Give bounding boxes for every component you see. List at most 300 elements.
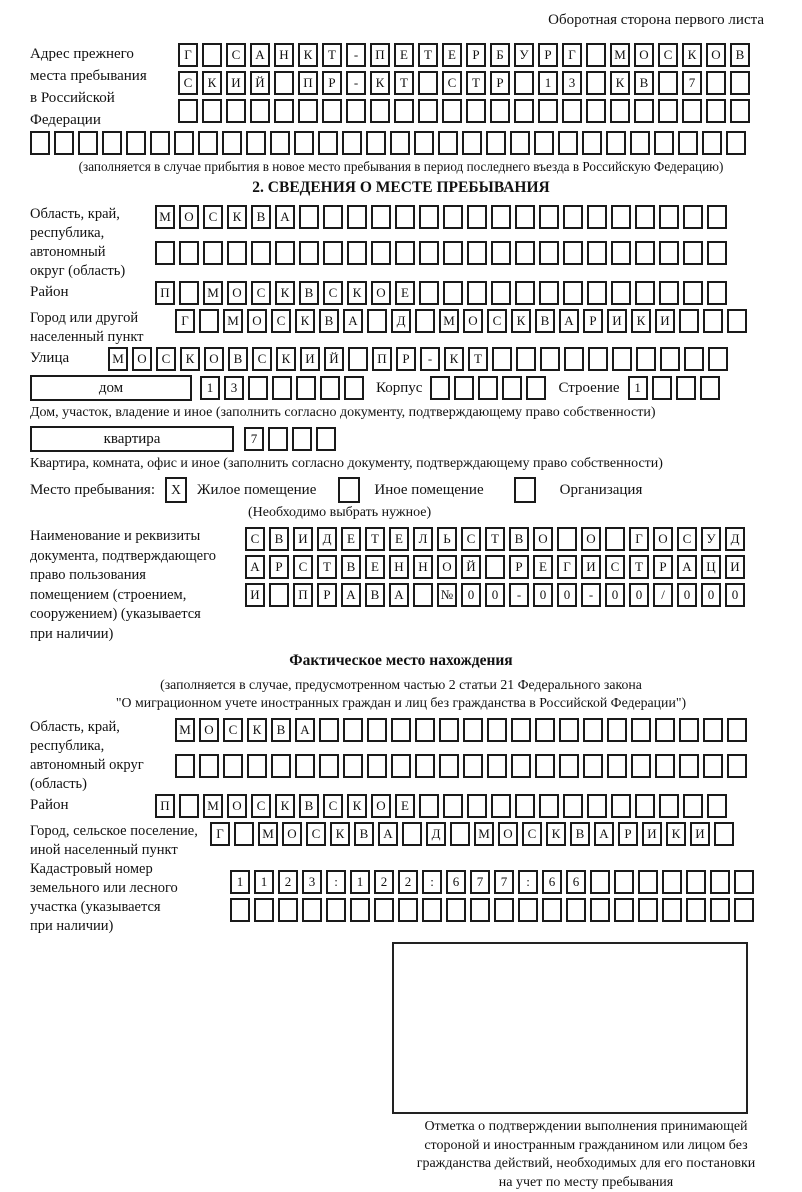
char-cell[interactable] bbox=[700, 376, 720, 400]
char-cell[interactable] bbox=[563, 205, 583, 229]
char-cell[interactable] bbox=[443, 281, 463, 305]
char-cell[interactable]: И bbox=[642, 822, 662, 846]
char-cell[interactable]: А bbox=[389, 583, 409, 607]
char-cell[interactable]: К bbox=[546, 822, 566, 846]
char-cell[interactable]: Р bbox=[396, 347, 416, 371]
char-cell[interactable] bbox=[390, 131, 410, 155]
char-cell[interactable]: Т bbox=[317, 555, 337, 579]
char-cell[interactable] bbox=[516, 347, 536, 371]
char-cell[interactable] bbox=[658, 71, 678, 95]
char-cell[interactable]: И bbox=[226, 71, 246, 95]
char-cell[interactable] bbox=[539, 794, 559, 818]
char-cell[interactable]: В bbox=[365, 583, 385, 607]
char-cell[interactable]: К bbox=[330, 822, 350, 846]
char-cell[interactable] bbox=[559, 718, 579, 742]
char-cell[interactable] bbox=[318, 131, 338, 155]
char-cell[interactable] bbox=[418, 71, 438, 95]
char-cell[interactable]: В bbox=[509, 527, 529, 551]
char-cell[interactable] bbox=[322, 99, 342, 123]
char-cell[interactable] bbox=[466, 99, 486, 123]
char-cell[interactable] bbox=[662, 870, 682, 894]
char-cell[interactable] bbox=[655, 718, 675, 742]
char-cell[interactable] bbox=[485, 555, 505, 579]
char-cell[interactable] bbox=[659, 205, 679, 229]
char-cell[interactable] bbox=[655, 754, 675, 778]
char-cell[interactable]: К bbox=[275, 794, 295, 818]
char-cell[interactable] bbox=[563, 241, 583, 265]
char-cell[interactable] bbox=[707, 281, 727, 305]
char-cell[interactable] bbox=[587, 794, 607, 818]
char-cell[interactable]: Д bbox=[725, 527, 745, 551]
char-cell[interactable]: 0 bbox=[485, 583, 505, 607]
char-cell[interactable] bbox=[710, 898, 730, 922]
char-cell[interactable]: В bbox=[269, 527, 289, 551]
char-cell[interactable]: Н bbox=[389, 555, 409, 579]
char-cell[interactable]: Н bbox=[274, 43, 294, 67]
char-cell[interactable]: Е bbox=[365, 555, 385, 579]
char-cell[interactable] bbox=[202, 43, 222, 67]
char-cell[interactable] bbox=[348, 347, 368, 371]
char-cell[interactable]: : bbox=[518, 870, 538, 894]
char-cell[interactable]: С bbox=[252, 347, 272, 371]
char-cell[interactable] bbox=[586, 99, 606, 123]
actual-region-row-1[interactable] bbox=[175, 718, 751, 742]
char-cell[interactable] bbox=[590, 898, 610, 922]
char-cell[interactable]: 0 bbox=[557, 583, 577, 607]
char-cell[interactable] bbox=[703, 718, 723, 742]
char-cell[interactable]: Р bbox=[618, 822, 638, 846]
char-cell[interactable]: Т bbox=[468, 347, 488, 371]
cadastral-row-1[interactable] bbox=[230, 870, 758, 894]
char-cell[interactable]: - bbox=[346, 71, 366, 95]
prev-address-row-3[interactable] bbox=[178, 99, 754, 123]
char-cell[interactable]: А bbox=[295, 718, 315, 742]
char-cell[interactable] bbox=[413, 583, 433, 607]
char-cell[interactable]: Ь bbox=[437, 527, 457, 551]
char-cell[interactable]: С bbox=[605, 555, 625, 579]
char-cell[interactable]: 1 bbox=[628, 376, 648, 400]
char-cell[interactable] bbox=[734, 870, 754, 894]
char-cell[interactable] bbox=[367, 309, 387, 333]
char-cell[interactable] bbox=[686, 898, 706, 922]
char-cell[interactable] bbox=[636, 347, 656, 371]
char-cell[interactable]: Т bbox=[466, 71, 486, 95]
char-cell[interactable]: М bbox=[203, 281, 223, 305]
char-cell[interactable]: О bbox=[247, 309, 267, 333]
char-cell[interactable] bbox=[535, 718, 555, 742]
char-cell[interactable]: В bbox=[299, 281, 319, 305]
korpus-cells[interactable] bbox=[430, 376, 550, 400]
char-cell[interactable]: 0 bbox=[677, 583, 697, 607]
apartment-cells[interactable] bbox=[244, 427, 340, 451]
char-cell[interactable] bbox=[323, 241, 343, 265]
char-cell[interactable]: 3 bbox=[224, 376, 244, 400]
char-cell[interactable] bbox=[371, 241, 391, 265]
char-cell[interactable]: Т bbox=[365, 527, 385, 551]
char-cell[interactable] bbox=[202, 99, 222, 123]
char-cell[interactable] bbox=[299, 205, 319, 229]
char-cell[interactable]: И bbox=[245, 583, 265, 607]
char-cell[interactable] bbox=[634, 99, 654, 123]
char-cell[interactable]: 0 bbox=[629, 583, 649, 607]
prev-address-row-2[interactable] bbox=[178, 71, 754, 95]
char-cell[interactable]: 7 bbox=[470, 870, 490, 894]
char-cell[interactable] bbox=[223, 754, 243, 778]
char-cell[interactable] bbox=[295, 754, 315, 778]
char-cell[interactable] bbox=[539, 281, 559, 305]
char-cell[interactable] bbox=[607, 754, 627, 778]
char-cell[interactable] bbox=[415, 754, 435, 778]
char-cell[interactable]: : bbox=[326, 870, 346, 894]
char-cell[interactable] bbox=[343, 754, 363, 778]
char-cell[interactable] bbox=[684, 347, 704, 371]
char-cell[interactable]: А bbox=[275, 205, 295, 229]
char-cell[interactable]: А bbox=[341, 583, 361, 607]
char-cell[interactable]: К bbox=[347, 281, 367, 305]
char-cell[interactable]: Й bbox=[250, 71, 270, 95]
actual-region-row-2[interactable] bbox=[175, 754, 751, 778]
char-cell[interactable] bbox=[418, 99, 438, 123]
char-cell[interactable] bbox=[502, 376, 522, 400]
char-cell[interactable]: Ц bbox=[701, 555, 721, 579]
char-cell[interactable]: У bbox=[701, 527, 721, 551]
char-cell[interactable] bbox=[590, 870, 610, 894]
char-cell[interactable] bbox=[254, 898, 274, 922]
char-cell[interactable]: О bbox=[371, 794, 391, 818]
char-cell[interactable]: О bbox=[132, 347, 152, 371]
char-cell[interactable]: С bbox=[223, 718, 243, 742]
char-cell[interactable] bbox=[607, 718, 627, 742]
char-cell[interactable]: К bbox=[298, 43, 318, 67]
char-cell[interactable]: 1 bbox=[230, 870, 250, 894]
char-cell[interactable] bbox=[726, 131, 746, 155]
char-cell[interactable] bbox=[395, 205, 415, 229]
char-cell[interactable] bbox=[367, 754, 387, 778]
char-cell[interactable]: А bbox=[559, 309, 579, 333]
char-cell[interactable]: Е bbox=[533, 555, 553, 579]
char-cell[interactable] bbox=[492, 347, 512, 371]
char-cell[interactable]: 2 bbox=[398, 870, 418, 894]
char-cell[interactable]: Г bbox=[562, 43, 582, 67]
char-cell[interactable] bbox=[430, 376, 450, 400]
char-cell[interactable] bbox=[320, 376, 340, 400]
char-cell[interactable] bbox=[78, 131, 98, 155]
apartment-type-box[interactable]: квартира bbox=[30, 426, 234, 452]
char-cell[interactable] bbox=[730, 99, 750, 123]
char-cell[interactable]: Е bbox=[341, 527, 361, 551]
char-cell[interactable]: С bbox=[323, 281, 343, 305]
char-cell[interactable] bbox=[586, 43, 606, 67]
char-cell[interactable] bbox=[230, 898, 250, 922]
char-cell[interactable] bbox=[470, 898, 490, 922]
char-cell[interactable]: С bbox=[293, 555, 313, 579]
char-cell[interactable] bbox=[344, 376, 364, 400]
char-cell[interactable]: К bbox=[180, 347, 200, 371]
char-cell[interactable] bbox=[707, 241, 727, 265]
char-cell[interactable]: М bbox=[610, 43, 630, 67]
char-cell[interactable] bbox=[566, 898, 586, 922]
char-cell[interactable] bbox=[54, 131, 74, 155]
char-cell[interactable] bbox=[494, 898, 514, 922]
char-cell[interactable] bbox=[610, 99, 630, 123]
char-cell[interactable] bbox=[302, 898, 322, 922]
char-cell[interactable] bbox=[299, 241, 319, 265]
char-cell[interactable] bbox=[398, 898, 418, 922]
char-cell[interactable] bbox=[660, 347, 680, 371]
char-cell[interactable] bbox=[654, 131, 674, 155]
char-cell[interactable] bbox=[443, 205, 463, 229]
char-cell[interactable] bbox=[419, 281, 439, 305]
char-cell[interactable] bbox=[463, 718, 483, 742]
char-cell[interactable] bbox=[611, 281, 631, 305]
char-cell[interactable]: К bbox=[370, 71, 390, 95]
char-cell[interactable] bbox=[419, 205, 439, 229]
char-cell[interactable]: Г bbox=[557, 555, 577, 579]
char-cell[interactable]: А bbox=[245, 555, 265, 579]
char-cell[interactable] bbox=[175, 754, 195, 778]
char-cell[interactable]: 0 bbox=[605, 583, 625, 607]
char-cell[interactable] bbox=[727, 309, 747, 333]
char-cell[interactable]: И bbox=[607, 309, 627, 333]
char-cell[interactable] bbox=[203, 241, 223, 265]
char-cell[interactable] bbox=[487, 718, 507, 742]
char-cell[interactable]: А bbox=[343, 309, 363, 333]
char-cell[interactable]: О bbox=[498, 822, 518, 846]
char-cell[interactable]: В bbox=[341, 555, 361, 579]
char-cell[interactable] bbox=[234, 822, 254, 846]
char-cell[interactable]: О bbox=[179, 205, 199, 229]
section2-city-cells[interactable] bbox=[175, 309, 751, 333]
char-cell[interactable] bbox=[540, 347, 560, 371]
char-cell[interactable]: С bbox=[487, 309, 507, 333]
char-cell[interactable] bbox=[395, 241, 415, 265]
char-cell[interactable] bbox=[274, 99, 294, 123]
char-cell[interactable]: К bbox=[444, 347, 464, 371]
char-cell[interactable]: 2 bbox=[278, 870, 298, 894]
char-cell[interactable]: В bbox=[228, 347, 248, 371]
char-cell[interactable] bbox=[538, 99, 558, 123]
stroenie-cells[interactable] bbox=[628, 376, 724, 400]
char-cell[interactable] bbox=[251, 241, 271, 265]
char-cell[interactable] bbox=[102, 131, 122, 155]
char-cell[interactable]: - bbox=[581, 583, 601, 607]
char-cell[interactable] bbox=[394, 99, 414, 123]
char-cell[interactable] bbox=[367, 718, 387, 742]
char-cell[interactable] bbox=[347, 241, 367, 265]
document-row-1[interactable] bbox=[245, 527, 749, 551]
char-cell[interactable] bbox=[250, 99, 270, 123]
char-cell[interactable]: С bbox=[226, 43, 246, 67]
char-cell[interactable] bbox=[198, 131, 218, 155]
house-number-cells[interactable] bbox=[200, 376, 368, 400]
char-cell[interactable]: 3 bbox=[302, 870, 322, 894]
char-cell[interactable]: С bbox=[306, 822, 326, 846]
char-cell[interactable] bbox=[478, 376, 498, 400]
char-cell[interactable]: 6 bbox=[542, 870, 562, 894]
char-cell[interactable] bbox=[319, 718, 339, 742]
char-cell[interactable]: О bbox=[463, 309, 483, 333]
char-cell[interactable] bbox=[563, 281, 583, 305]
char-cell[interactable]: 1 bbox=[254, 870, 274, 894]
char-cell[interactable] bbox=[179, 281, 199, 305]
char-cell[interactable] bbox=[222, 131, 242, 155]
char-cell[interactable]: Р bbox=[322, 71, 342, 95]
char-cell[interactable] bbox=[275, 241, 295, 265]
char-cell[interactable]: П bbox=[293, 583, 313, 607]
char-cell[interactable]: О bbox=[227, 794, 247, 818]
char-cell[interactable] bbox=[662, 898, 682, 922]
char-cell[interactable]: К bbox=[276, 347, 296, 371]
char-cell[interactable] bbox=[467, 281, 487, 305]
char-cell[interactable]: 0 bbox=[533, 583, 553, 607]
char-cell[interactable] bbox=[714, 822, 734, 846]
char-cell[interactable]: И bbox=[655, 309, 675, 333]
char-cell[interactable]: С bbox=[203, 205, 223, 229]
char-cell[interactable] bbox=[614, 870, 634, 894]
char-cell[interactable] bbox=[659, 281, 679, 305]
char-cell[interactable] bbox=[706, 71, 726, 95]
char-cell[interactable]: В bbox=[299, 794, 319, 818]
char-cell[interactable] bbox=[611, 241, 631, 265]
prev-address-row-1[interactable] bbox=[178, 43, 754, 67]
char-cell[interactable] bbox=[535, 754, 555, 778]
char-cell[interactable] bbox=[526, 376, 546, 400]
char-cell[interactable]: И bbox=[581, 555, 601, 579]
char-cell[interactable]: В bbox=[730, 43, 750, 67]
char-cell[interactable]: Д bbox=[426, 822, 446, 846]
char-cell[interactable]: Т bbox=[485, 527, 505, 551]
char-cell[interactable]: 1 bbox=[350, 870, 370, 894]
char-cell[interactable]: В bbox=[251, 205, 271, 229]
char-cell[interactable]: К bbox=[347, 794, 367, 818]
char-cell[interactable] bbox=[419, 241, 439, 265]
char-cell[interactable] bbox=[638, 898, 658, 922]
char-cell[interactable]: И bbox=[300, 347, 320, 371]
char-cell[interactable] bbox=[510, 131, 530, 155]
char-cell[interactable]: Б bbox=[490, 43, 510, 67]
char-cell[interactable] bbox=[443, 794, 463, 818]
char-cell[interactable]: А bbox=[677, 555, 697, 579]
char-cell[interactable] bbox=[564, 347, 584, 371]
char-cell[interactable]: : bbox=[422, 870, 442, 894]
char-cell[interactable]: - bbox=[346, 43, 366, 67]
char-cell[interactable] bbox=[683, 205, 703, 229]
char-cell[interactable]: К bbox=[247, 718, 267, 742]
char-cell[interactable] bbox=[587, 241, 607, 265]
char-cell[interactable]: К bbox=[610, 71, 630, 95]
char-cell[interactable] bbox=[659, 241, 679, 265]
char-cell[interactable] bbox=[542, 898, 562, 922]
char-cell[interactable]: Т bbox=[418, 43, 438, 67]
char-cell[interactable] bbox=[30, 131, 50, 155]
char-cell[interactable] bbox=[467, 794, 487, 818]
char-cell[interactable]: В bbox=[634, 71, 654, 95]
char-cell[interactable] bbox=[614, 898, 634, 922]
char-cell[interactable]: Р bbox=[466, 43, 486, 67]
char-cell[interactable] bbox=[707, 794, 727, 818]
char-cell[interactable]: С bbox=[323, 794, 343, 818]
char-cell[interactable] bbox=[558, 131, 578, 155]
char-cell[interactable] bbox=[635, 281, 655, 305]
char-cell[interactable]: М bbox=[223, 309, 243, 333]
char-cell[interactable]: В bbox=[570, 822, 590, 846]
char-cell[interactable] bbox=[587, 281, 607, 305]
char-cell[interactable]: Е bbox=[395, 794, 415, 818]
char-cell[interactable] bbox=[511, 718, 531, 742]
char-cell[interactable] bbox=[371, 205, 391, 229]
char-cell[interactable]: 0 bbox=[725, 583, 745, 607]
char-cell[interactable] bbox=[155, 241, 175, 265]
section2-region-row-1[interactable] bbox=[155, 205, 731, 229]
char-cell[interactable] bbox=[415, 309, 435, 333]
char-cell[interactable]: Т bbox=[394, 71, 414, 95]
char-cell[interactable] bbox=[515, 281, 535, 305]
char-cell[interactable] bbox=[343, 718, 363, 742]
char-cell[interactable] bbox=[491, 241, 511, 265]
char-cell[interactable]: 7 bbox=[494, 870, 514, 894]
char-cell[interactable] bbox=[730, 71, 750, 95]
char-cell[interactable] bbox=[586, 71, 606, 95]
char-cell[interactable] bbox=[630, 131, 650, 155]
char-cell[interactable]: Р bbox=[509, 555, 529, 579]
char-cell[interactable]: Р bbox=[490, 71, 510, 95]
char-cell[interactable] bbox=[534, 131, 554, 155]
char-cell[interactable] bbox=[246, 131, 266, 155]
char-cell[interactable] bbox=[179, 794, 199, 818]
char-cell[interactable] bbox=[323, 205, 343, 229]
char-cell[interactable]: П bbox=[298, 71, 318, 95]
document-row-3[interactable] bbox=[245, 583, 749, 607]
char-cell[interactable]: П bbox=[155, 794, 175, 818]
char-cell[interactable]: М bbox=[108, 347, 128, 371]
char-cell[interactable] bbox=[539, 241, 559, 265]
char-cell[interactable]: С bbox=[461, 527, 481, 551]
char-cell[interactable] bbox=[414, 131, 434, 155]
char-cell[interactable]: В bbox=[271, 718, 291, 742]
char-cell[interactable]: М bbox=[203, 794, 223, 818]
char-cell[interactable] bbox=[491, 205, 511, 229]
stay-option-residential-checkbox[interactable]: X bbox=[165, 477, 187, 503]
char-cell[interactable] bbox=[419, 794, 439, 818]
char-cell[interactable] bbox=[557, 527, 577, 551]
char-cell[interactable]: 0 bbox=[461, 583, 481, 607]
char-cell[interactable] bbox=[370, 99, 390, 123]
char-cell[interactable] bbox=[439, 754, 459, 778]
char-cell[interactable]: К bbox=[666, 822, 686, 846]
char-cell[interactable] bbox=[515, 241, 535, 265]
char-cell[interactable] bbox=[347, 205, 367, 229]
char-cell[interactable] bbox=[319, 754, 339, 778]
char-cell[interactable]: Й bbox=[461, 555, 481, 579]
char-cell[interactable] bbox=[683, 794, 703, 818]
section2-street-cells[interactable] bbox=[108, 347, 732, 371]
char-cell[interactable] bbox=[515, 205, 535, 229]
char-cell[interactable]: И bbox=[725, 555, 745, 579]
char-cell[interactable]: Р bbox=[538, 43, 558, 67]
char-cell[interactable]: М bbox=[175, 718, 195, 742]
char-cell[interactable] bbox=[511, 754, 531, 778]
char-cell[interactable] bbox=[727, 754, 747, 778]
char-cell[interactable] bbox=[686, 870, 706, 894]
char-cell[interactable]: Д bbox=[317, 527, 337, 551]
char-cell[interactable] bbox=[439, 718, 459, 742]
char-cell[interactable] bbox=[583, 718, 603, 742]
char-cell[interactable]: М bbox=[439, 309, 459, 333]
char-cell[interactable]: С bbox=[251, 281, 271, 305]
char-cell[interactable] bbox=[679, 718, 699, 742]
char-cell[interactable] bbox=[271, 754, 291, 778]
char-cell[interactable] bbox=[611, 794, 631, 818]
